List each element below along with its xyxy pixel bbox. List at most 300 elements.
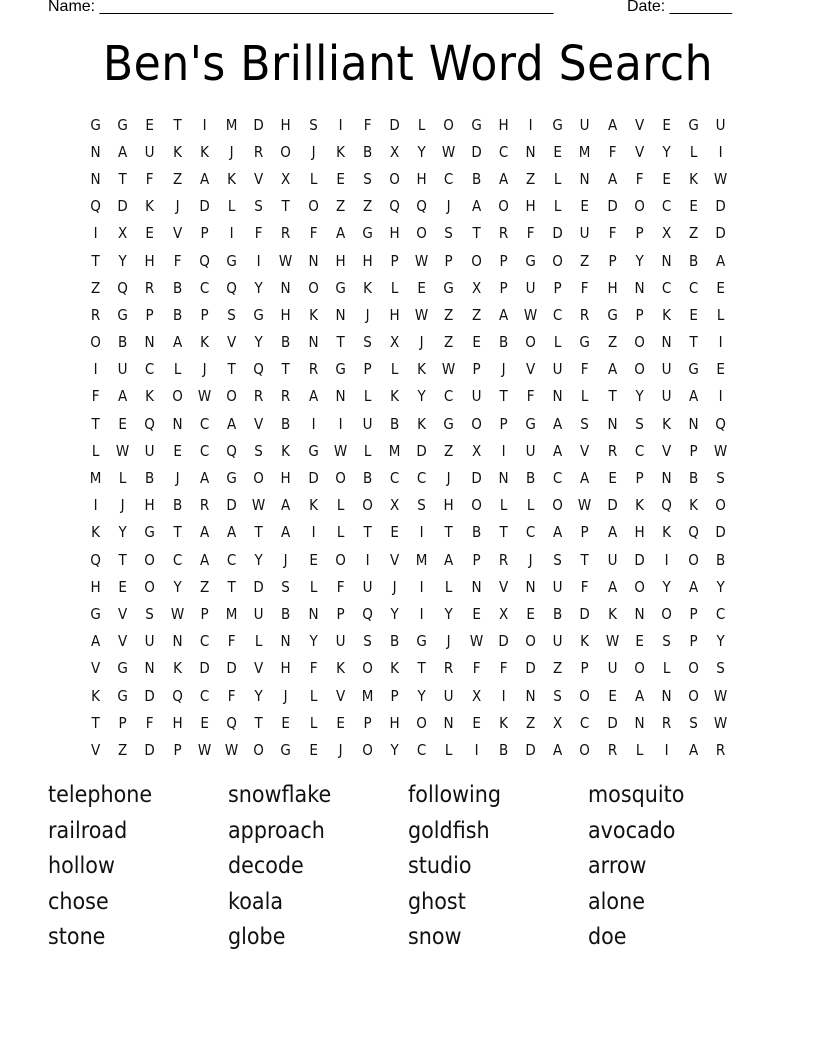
grid-cell: K <box>580 632 590 651</box>
grid-cell: G <box>90 604 101 623</box>
grid-cell: D <box>253 115 264 134</box>
name-field-label: Name: ___________________________________________________ <box>48 0 554 15</box>
grid-cell: P <box>363 360 372 379</box>
grid-cell: K <box>662 305 671 324</box>
grid-cell: T <box>118 550 127 569</box>
grid-cell: C <box>444 169 454 188</box>
grid-cell: D <box>471 469 482 488</box>
grid-cell: F <box>499 659 508 678</box>
grid-cell: D <box>226 496 237 515</box>
grid-cell: Z <box>607 333 617 352</box>
grid-cell: K <box>363 278 372 297</box>
grid-cell: G <box>117 686 129 705</box>
grid-cell: S <box>254 197 264 216</box>
grid-cell: A <box>607 115 617 134</box>
grid-cell: P <box>635 224 644 243</box>
grid-cell: V <box>634 142 644 161</box>
grid-cell: B <box>689 469 699 488</box>
grid-cell: A <box>607 360 617 379</box>
grid-cell: H <box>389 713 400 732</box>
grid-cell: E <box>336 169 345 188</box>
grid-cell: F <box>227 632 236 651</box>
grid-cell: I <box>93 224 98 243</box>
grid-cell: Z <box>689 224 699 243</box>
grid-cell: O <box>634 659 645 678</box>
grid-cell: I <box>664 740 669 759</box>
grid-cell: L <box>363 387 372 406</box>
grid-cell: K <box>498 713 508 732</box>
grid-cell: I <box>419 523 424 542</box>
grid-cell: N <box>634 604 645 623</box>
grid-cell: I <box>419 577 424 596</box>
grid-cell: U <box>525 278 536 297</box>
grid-cell: A <box>199 523 209 542</box>
grid-cell: T <box>91 251 100 270</box>
grid-cell: J <box>175 197 180 216</box>
grid-cell: O <box>144 550 156 569</box>
grid-cell: X <box>498 604 509 623</box>
grid-cell: N <box>525 142 536 161</box>
grid-cell: I <box>664 550 669 569</box>
grid-cell: G <box>335 278 346 297</box>
grid-cell: D <box>498 632 509 651</box>
grid-cell: K <box>199 142 209 161</box>
grid-cell: E <box>471 333 481 352</box>
grid-cell: O <box>416 224 428 243</box>
grid-cell: W <box>197 387 212 406</box>
grid-cell: A <box>607 523 617 542</box>
grid-cell: Y <box>716 632 726 651</box>
word-list-item: arrow <box>588 853 647 879</box>
grid-cell: H <box>389 305 400 324</box>
grid-cell: R <box>607 441 617 460</box>
grid-cell: L <box>336 523 345 542</box>
grid-cell: G <box>307 441 319 460</box>
grid-cell: Q <box>253 360 265 379</box>
grid-cell: G <box>552 115 564 134</box>
grid-cell: D <box>416 441 428 460</box>
grid-cell: W <box>415 251 429 270</box>
grid-cell: Z <box>444 333 454 352</box>
grid-cell: N <box>525 577 536 596</box>
grid-cell: P <box>580 523 590 542</box>
grid-cell: F <box>173 251 182 270</box>
grid-cell: A <box>716 251 726 270</box>
grid-cell: W <box>714 441 728 460</box>
grid-cell: O <box>470 251 482 270</box>
grid-cell: L <box>309 577 317 596</box>
grid-cell: V <box>661 441 672 460</box>
grid-cell: D <box>307 469 319 488</box>
grid-cell: C <box>389 469 400 488</box>
grid-cell: F <box>254 224 263 243</box>
grid-cell: E <box>200 713 209 732</box>
grid-cell: S <box>716 659 726 678</box>
grid-cell: Q <box>144 414 156 433</box>
grid-cell: E <box>308 550 318 569</box>
word-list-item: goldfish <box>408 817 490 844</box>
grid-cell: A <box>172 333 182 352</box>
grid-cell: A <box>226 523 237 542</box>
grid-cell: G <box>688 360 699 379</box>
grid-cell: V <box>390 550 400 569</box>
grid-cell: X <box>471 278 481 297</box>
grid-cell: N <box>661 686 672 705</box>
grid-cell: H <box>389 224 400 243</box>
grid-cell: C <box>688 278 699 297</box>
grid-cell: N <box>579 169 591 188</box>
grid-cell: I <box>256 251 261 270</box>
grid-cell: H <box>607 278 618 297</box>
grid-cell: G <box>470 115 482 134</box>
grid-cell: E <box>390 523 399 542</box>
grid-cell: U <box>471 387 482 406</box>
grid-cell: T <box>499 523 508 542</box>
worksheet-header <box>48 0 748 20</box>
grid-cell: R <box>90 305 101 324</box>
grid-cell: J <box>311 142 316 161</box>
grid-cell: T <box>472 224 481 243</box>
grid-cell: C <box>553 469 563 488</box>
word-list-item: snowflake <box>228 782 332 808</box>
grid-cell: N <box>525 686 536 705</box>
grid-cell: P <box>390 251 399 270</box>
grid-cell: U <box>661 387 672 406</box>
grid-cell: H <box>280 469 291 488</box>
grid-cell: L <box>526 496 535 515</box>
grid-cell: P <box>200 224 209 243</box>
grid-cell: O <box>470 496 482 515</box>
grid-cell: T <box>281 360 291 379</box>
grid-cell: D <box>606 496 618 515</box>
grid-cell: Y <box>254 550 263 569</box>
grid-cell: I <box>93 496 98 515</box>
word-list-item: globe <box>228 924 286 950</box>
grid-cell: W <box>714 169 728 188</box>
grid-cell: B <box>172 278 182 297</box>
grid-cell: F <box>363 115 372 134</box>
grid-cell: T <box>173 115 182 134</box>
word-list-item: mosquito <box>588 782 685 808</box>
grid-cell: B <box>281 414 291 433</box>
grid-cell: R <box>498 224 509 243</box>
grid-cell: R <box>661 713 672 732</box>
grid-cell: V <box>90 740 101 759</box>
grid-cell: C <box>199 278 210 297</box>
grid-cell: P <box>200 305 209 324</box>
grid-cell: C <box>172 550 182 569</box>
grid-cell: G <box>117 115 129 134</box>
grid-cell: Q <box>226 441 237 460</box>
grid-cell: N <box>634 713 645 732</box>
grid-cell: Y <box>662 142 671 161</box>
grid-cell: C <box>199 686 210 705</box>
grid-cell: C <box>226 550 237 569</box>
grid-cell: I <box>338 414 343 433</box>
grid-cell: N <box>280 632 291 651</box>
grid-cell: H <box>335 251 346 270</box>
grid-cell: E <box>689 197 698 216</box>
grid-cell: B <box>281 604 291 623</box>
grid-cell: V <box>335 686 345 705</box>
grid-cell: G <box>226 251 237 270</box>
grid-cell: F <box>635 169 644 188</box>
grid-cell: U <box>362 414 373 433</box>
grid-cell: C <box>580 713 590 732</box>
grid-cell: J <box>419 333 424 352</box>
grid-cell: P <box>472 360 481 379</box>
grid-cell: G <box>280 740 292 759</box>
grid-cell: X <box>118 224 128 243</box>
grid-cell: V <box>254 414 264 433</box>
grid-cell: Y <box>417 142 426 161</box>
grid-cell: M <box>225 115 238 134</box>
grid-cell: A <box>607 169 617 188</box>
grid-cell: Q <box>90 197 101 216</box>
grid-cell: T <box>444 523 454 542</box>
grid-cell: L <box>227 197 236 216</box>
grid-cell: Z <box>444 441 454 460</box>
grid-cell: W <box>714 713 728 732</box>
grid-cell: E <box>526 604 535 623</box>
word-list-item: approach <box>228 817 325 844</box>
grid-cell: N <box>308 333 319 352</box>
grid-cell: O <box>634 577 645 596</box>
grid-cell: P <box>499 278 508 297</box>
grid-cell: N <box>144 659 156 678</box>
grid-cell: M <box>361 686 374 705</box>
word-list-item: stone <box>48 924 106 950</box>
grid-cell: W <box>279 251 293 270</box>
grid-cell: P <box>689 604 698 623</box>
grid-cell: O <box>362 659 373 678</box>
grid-cell: F <box>608 224 617 243</box>
grid-cell: N <box>661 469 672 488</box>
grid-cell: P <box>553 278 562 297</box>
grid-cell: C <box>199 414 210 433</box>
grid-cell: E <box>607 469 617 488</box>
grid-cell: Y <box>635 387 644 406</box>
grid-cell: K <box>607 604 617 623</box>
grid-cell: B <box>498 333 509 352</box>
grid-cell: S <box>662 632 671 651</box>
grid-cell: U <box>335 632 346 651</box>
grid-cell: F <box>146 713 154 732</box>
grid-cell: L <box>635 740 644 759</box>
grid-cell: P <box>689 632 698 651</box>
grid-cell: F <box>309 224 317 243</box>
grid-cell: D <box>117 197 128 216</box>
grid-cell: Z <box>90 278 101 297</box>
grid-cell: K <box>172 659 182 678</box>
grid-cell: L <box>689 142 698 161</box>
grid-cell: O <box>552 496 564 515</box>
grid-cell: A <box>580 469 590 488</box>
grid-cell: O <box>661 604 672 623</box>
grid-cell: Z <box>362 197 373 216</box>
grid-cell: F <box>608 142 617 161</box>
grid-cell: X <box>390 142 400 161</box>
grid-cell: O <box>307 197 319 216</box>
grid-cell: N <box>172 632 183 651</box>
grid-cell: G <box>362 224 373 243</box>
grid-cell: K <box>172 142 182 161</box>
grid-cell: Y <box>417 387 426 406</box>
grid-cell: G <box>525 414 536 433</box>
grid-cell: K <box>227 169 236 188</box>
grid-cell: L <box>336 496 345 515</box>
grid-cell: E <box>689 305 698 324</box>
grid-cell: K <box>145 197 155 216</box>
grid-cell: V <box>226 333 237 352</box>
grid-cell: C <box>634 441 645 460</box>
grid-cell: U <box>580 115 590 134</box>
grid-cell: I <box>311 523 316 542</box>
grid-cell: B <box>145 469 155 488</box>
grid-cell: E <box>635 632 644 651</box>
grid-cell: L <box>662 659 671 678</box>
grid-cell: Q <box>416 197 428 216</box>
grid-cell: F <box>526 387 535 406</box>
grid-cell: B <box>689 251 699 270</box>
grid-cell: V <box>118 632 128 651</box>
grid-cell: B <box>525 469 536 488</box>
grid-cell: V <box>118 604 128 623</box>
grid-cell: J <box>229 142 234 161</box>
grid-cell: U <box>525 441 536 460</box>
grid-cell: V <box>580 441 590 460</box>
grid-cell: A <box>226 414 237 433</box>
grid-cell: G <box>253 305 264 324</box>
grid-cell: K <box>417 414 427 433</box>
grid-cell: L <box>581 387 589 406</box>
grid-cell: G <box>606 305 618 324</box>
grid-cell: J <box>447 197 452 216</box>
grid-cell: W <box>714 686 728 705</box>
grid-cell: D <box>579 604 591 623</box>
grid-cell: I <box>501 441 506 460</box>
grid-cell: Q <box>226 713 237 732</box>
grid-cell: N <box>661 251 672 270</box>
grid-cell: T <box>689 333 698 352</box>
grid-cell: U <box>253 604 264 623</box>
grid-cell: E <box>662 115 671 134</box>
word-list-item: koala <box>228 888 284 915</box>
grid-cell: V <box>254 169 264 188</box>
grid-cell: L <box>554 197 562 216</box>
grid-cell: J <box>120 496 125 515</box>
grid-cell: W <box>605 632 619 651</box>
grid-cell: I <box>419 604 424 623</box>
grid-cell: Z <box>172 169 182 188</box>
grid-cell: P <box>580 659 590 678</box>
grid-cell: B <box>362 142 373 161</box>
grid-cell: I <box>718 333 723 352</box>
grid-cell: A <box>689 577 699 596</box>
grid-cell: U <box>145 632 155 651</box>
grid-cell: T <box>227 577 236 596</box>
grid-cell: W <box>415 305 429 324</box>
grid-cell: P <box>390 686 399 705</box>
grid-cell: U <box>552 360 563 379</box>
grid-cell: F <box>581 577 589 596</box>
grid-cell: E <box>471 604 481 623</box>
grid-cell: K <box>662 414 671 433</box>
grid-cell: R <box>308 360 318 379</box>
grid-cell: A <box>335 224 345 243</box>
grid-cell: V <box>634 115 644 134</box>
grid-cell: G <box>443 278 455 297</box>
grid-cell: K <box>335 142 345 161</box>
grid-cell: S <box>553 686 563 705</box>
grid-cell: G <box>226 469 237 488</box>
grid-cell: Y <box>118 523 127 542</box>
grid-cell: G <box>90 115 101 134</box>
grid-cell: L <box>173 360 181 379</box>
grid-cell: O <box>579 740 591 759</box>
grid-cell: X <box>471 441 481 460</box>
grid-cell: A <box>471 197 481 216</box>
grid-cell: E <box>336 713 345 732</box>
grid-cell: Y <box>254 686 263 705</box>
grid-cell: P <box>608 251 617 270</box>
grid-cell: Z <box>525 713 536 732</box>
grid-cell: O <box>334 469 346 488</box>
grid-cell: A <box>118 387 128 406</box>
grid-cell: D <box>715 224 727 243</box>
grid-cell: K <box>335 659 345 678</box>
grid-cell: Y <box>662 577 671 596</box>
grid-cell: Q <box>715 414 727 433</box>
grid-cell: Y <box>390 740 399 759</box>
grid-cell: B <box>362 469 373 488</box>
grid-cell: U <box>145 441 155 460</box>
grid-cell: A <box>199 469 209 488</box>
grid-cell: H <box>498 115 509 134</box>
grid-cell: H <box>280 305 291 324</box>
grid-cell: H <box>416 169 427 188</box>
grid-cell: A <box>308 387 318 406</box>
grid-cell: D <box>634 550 645 569</box>
grid-cell: M <box>416 550 428 569</box>
grid-cell: L <box>390 360 399 379</box>
grid-cell: K <box>390 659 400 678</box>
grid-cell: Q <box>117 278 129 297</box>
date-field-label: Date: _______ <box>627 0 732 15</box>
grid-cell: T <box>254 523 263 542</box>
grid-cell: C <box>553 305 563 324</box>
grid-cell: I <box>718 387 723 406</box>
grid-cell: T <box>254 713 263 732</box>
grid-cell: L <box>363 441 372 460</box>
grid-cell: W <box>197 740 212 759</box>
grid-cell: F <box>336 577 345 596</box>
grid-cell: B <box>118 333 128 352</box>
grid-cell: E <box>145 115 155 134</box>
grid-cell: V <box>90 659 101 678</box>
grid-cell: O <box>525 632 536 651</box>
grid-cell: O <box>525 333 536 352</box>
grid-cell: C <box>199 632 210 651</box>
grid-cell: K <box>91 686 101 705</box>
grid-cell: J <box>447 469 452 488</box>
grid-cell: T <box>336 333 345 352</box>
grid-cell: Y <box>173 577 182 596</box>
grid-cell: I <box>365 550 370 569</box>
grid-cell: Y <box>635 251 644 270</box>
grid-cell: D <box>199 659 210 678</box>
grid-cell: G <box>688 115 699 134</box>
